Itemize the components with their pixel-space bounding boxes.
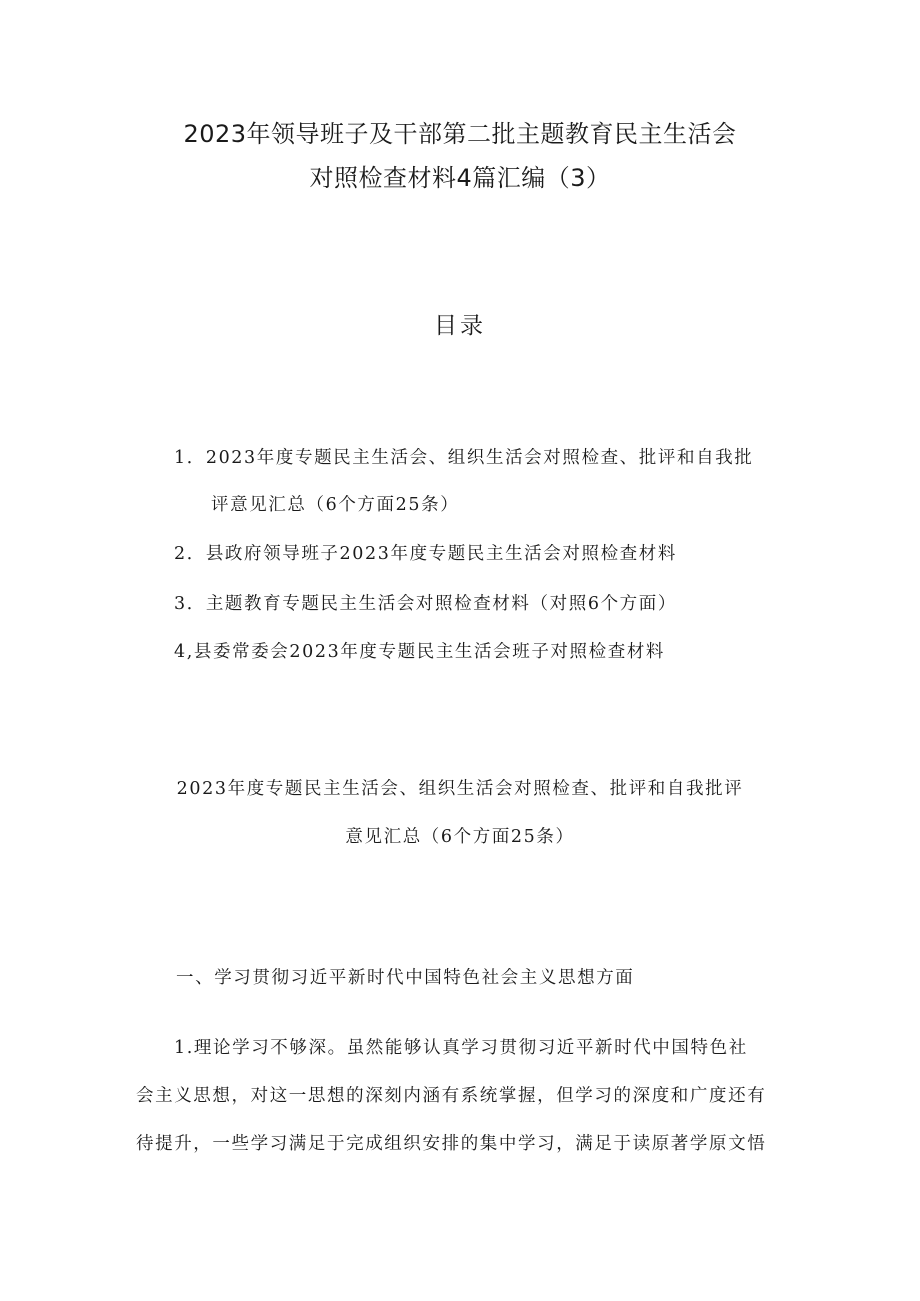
toc-item-1-line-2: 评意见汇总（6个方面25条） — [211, 495, 460, 515]
paragraph-line-2: 会主义思想，对这一思想的深刻内涵有系统掌握，但学习的深度和广度还有 — [136, 1086, 767, 1106]
section-heading: 一、学习贯彻习近平新时代中国特色社会主义思想方面 — [176, 968, 635, 988]
toc-item-4: 4,县委常委会2023年度专题民主生活会班子对照检查材料 — [174, 642, 666, 662]
section-title-line-1: 2023年度专题民主生活会、组织生活会对照检查、批评和自我批评 — [176, 779, 744, 799]
toc-item-3: 3．主题教育专题民主生活会对照检查材料（对照6个方面） — [174, 594, 677, 614]
paragraph-line-3: 待提升，一些学习满足于完成组织安排的集中学习，满足于读原著学原文悟 — [136, 1134, 767, 1154]
document-title-line-2: 对照检查材料4篇汇编（3） — [309, 164, 611, 192]
document-title-line-1: 2023年领导班子及干部第二批主题教育民主生活会 — [183, 120, 737, 148]
section-title-line-2: 意见汇总（6个方面25条） — [345, 827, 575, 847]
paragraph-line-1: 1.理论学习不够深。虽然能够认真学习贯彻习近平新时代中国特色社 — [174, 1038, 748, 1058]
toc-item-2: 2．县政府领导班子2023年度专题民主生活会对照检查材料 — [174, 544, 677, 564]
toc-item-1-line-1: 1．2023年度专题民主生活会、组织生活会对照检查、批评和自我批 — [174, 448, 754, 468]
toc-heading: 目录 — [434, 313, 486, 339]
